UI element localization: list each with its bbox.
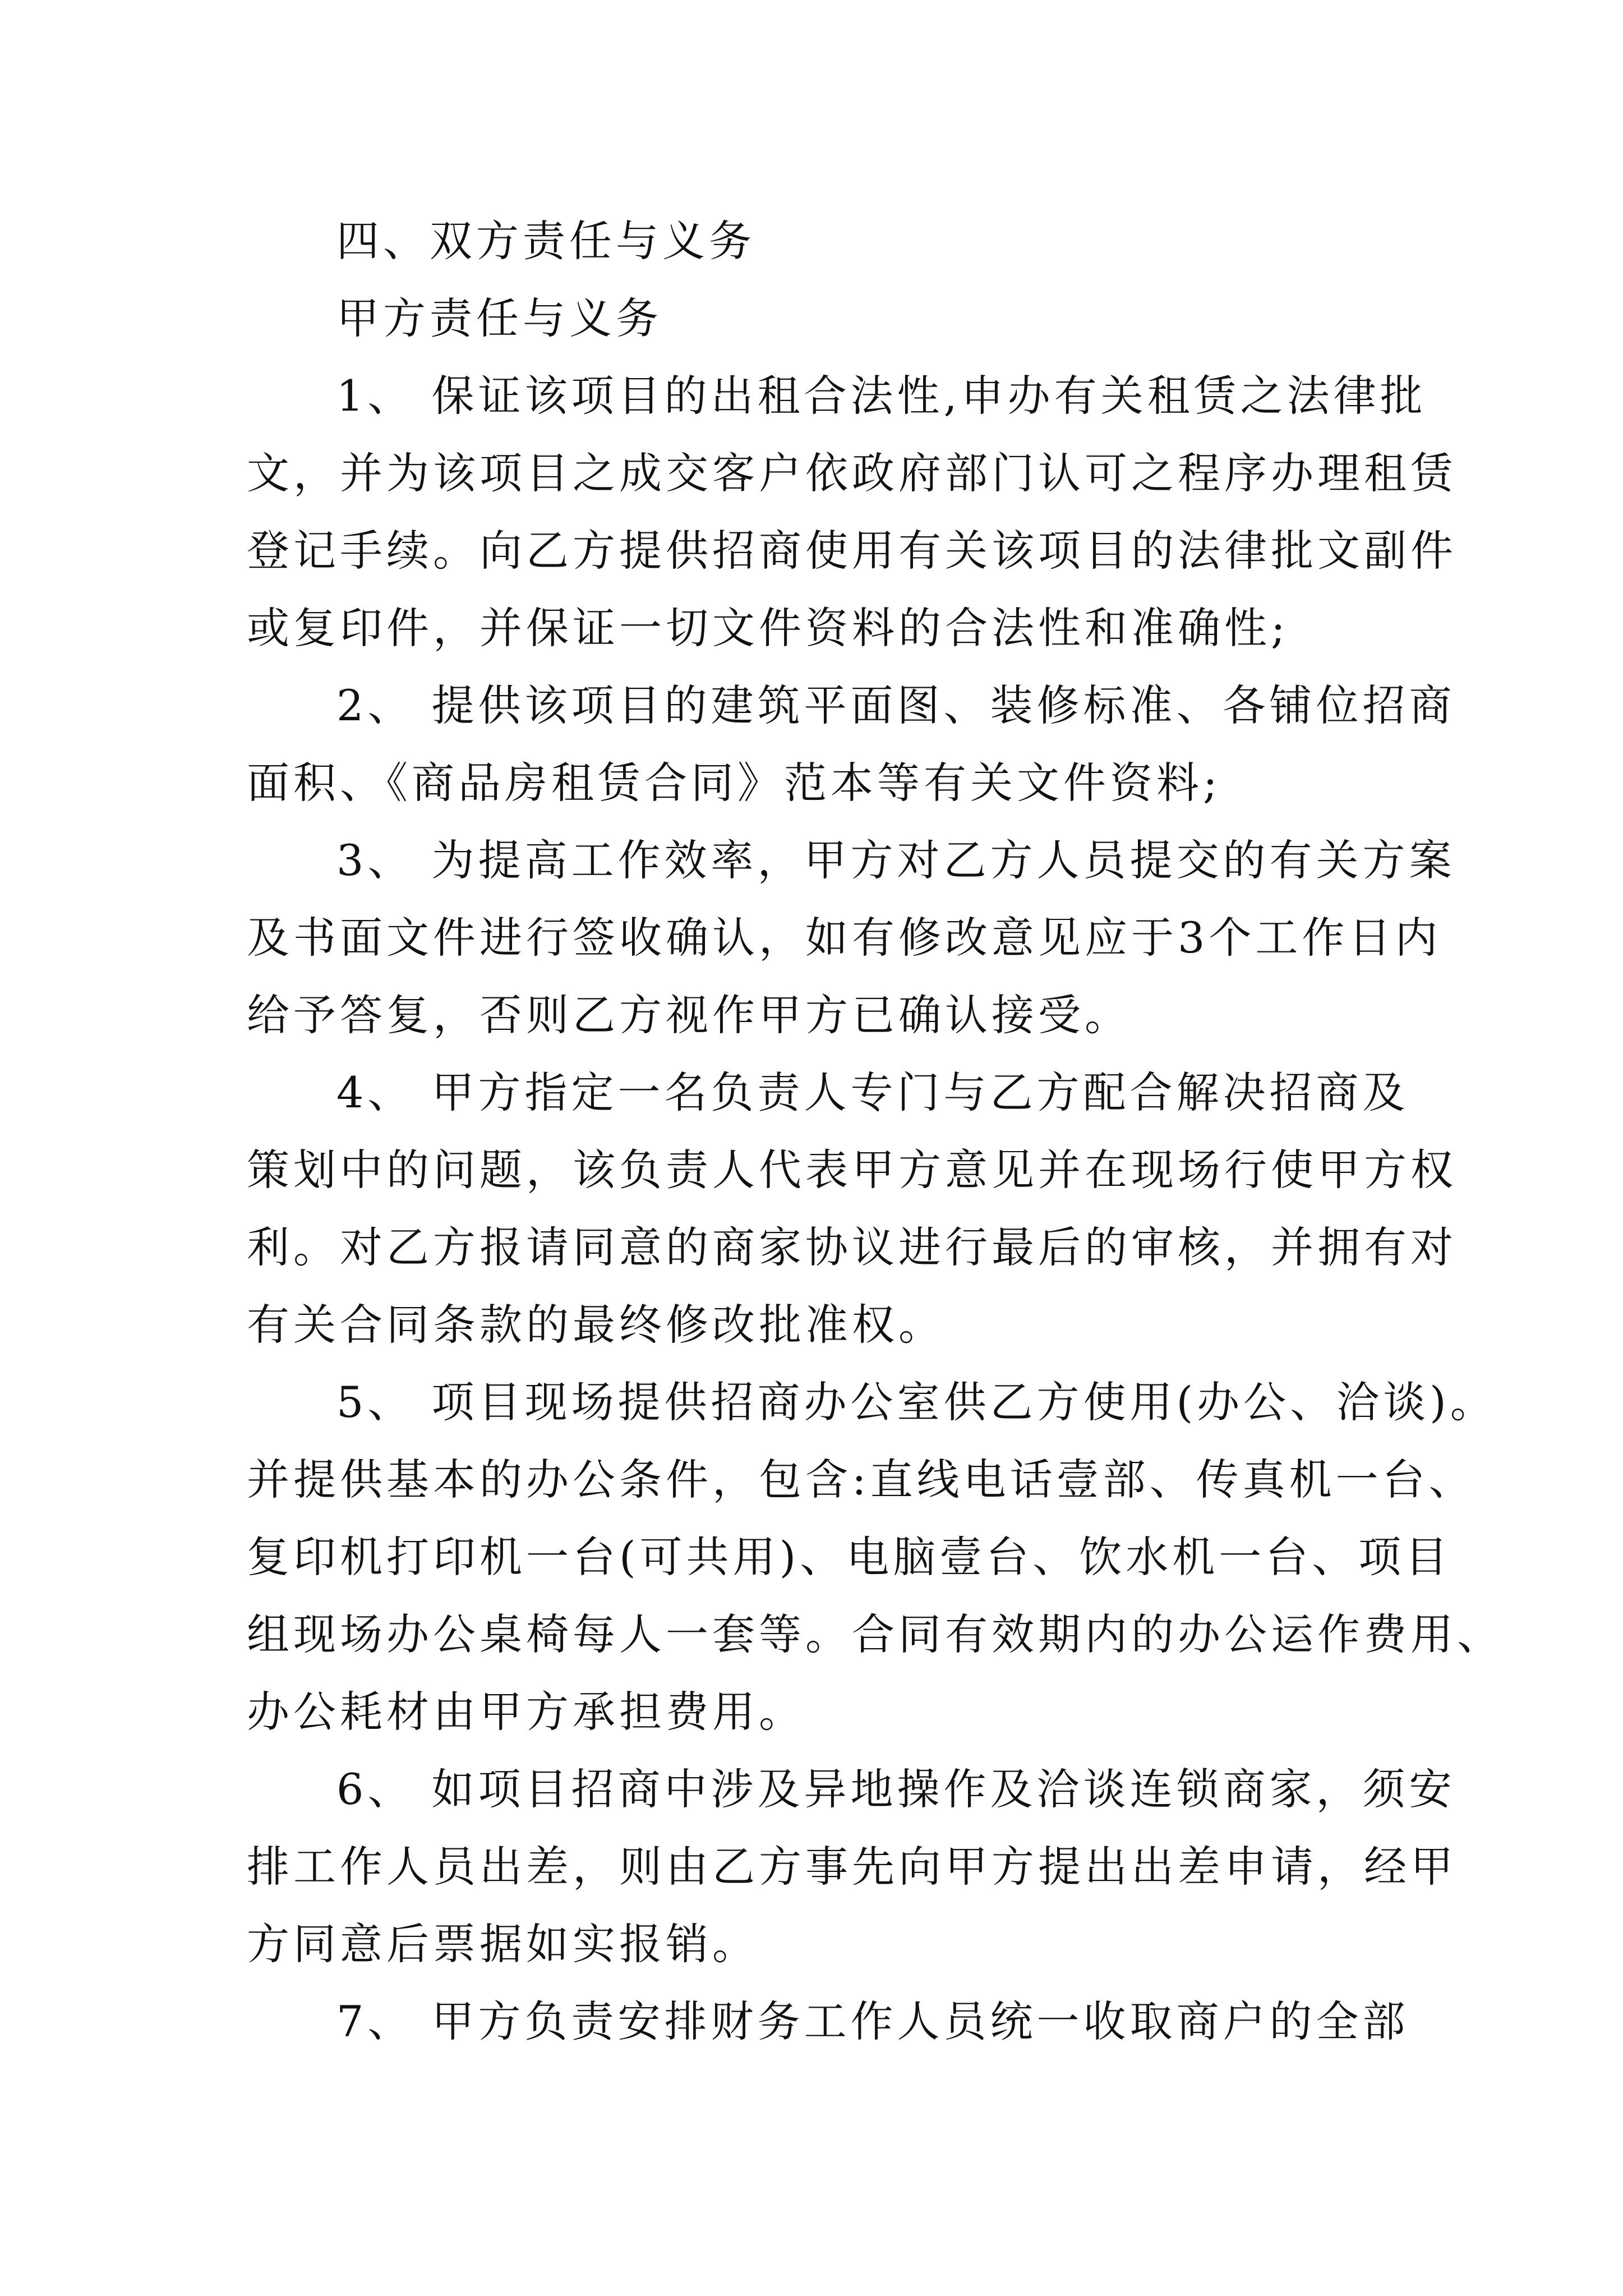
- paragraph-line: 6、 如项目招商中涉及异地操作及洽谈连锁商家，须安: [336, 1764, 1456, 1814]
- paragraph-line: 面积、《商品房租赁合同》范本等有关文件资料;: [247, 758, 1221, 808]
- paragraph-line: 登记手续。向乙方提供招商使用有关该项目的法律批文副件: [247, 526, 1457, 576]
- paragraph-line: 及书面文件进行签收确认，如有修改意见应于3个工作日内: [247, 913, 1442, 963]
- paragraph-line: 并提供基本的办公条件，包含:直线电话壹部、传真机一台、: [247, 1455, 1476, 1504]
- paragraph-line: 办公耗材由甲方承担费用。: [247, 1687, 805, 1737]
- paragraph-line: 7、 甲方负责安排财务工作人员统一收取商户的全部: [336, 1996, 1409, 2046]
- paragraph-line: 组现场办公桌椅每人一套等。合同有效期内的办公运作费用、: [247, 1609, 1504, 1659]
- subsection-heading: 甲方责任与义务: [336, 293, 662, 343]
- section-heading: 四、双方责任与义务: [336, 216, 755, 266]
- paragraph-line: 1、 保证该项目的出租合法性,申办有关租赁之法律批: [336, 371, 1427, 421]
- paragraph-line: 利。对乙方报请同意的商家协议进行最后的审核，并拥有对: [247, 1222, 1457, 1272]
- paragraph-line: 复印机打印机一台(可共用)、电脑壹台、饮水机一台、项目: [247, 1532, 1452, 1582]
- paragraph-line: 有关合同条款的最终修改批准权。: [247, 1300, 945, 1350]
- paragraph-line: 4、 甲方指定一名负责人专门与乙方配合解决招商及: [336, 1068, 1409, 1117]
- paragraph-line: 给予答复，否则乙方视作甲方已确认接受。: [247, 990, 1131, 1040]
- paragraph-line: 策划中的问题，该负责人代表甲方意见并在现场行使甲方权: [247, 1145, 1457, 1195]
- paragraph-line: 文，并为该项目之成交客户依政府部门认可之程序办理租赁: [247, 448, 1457, 498]
- paragraph-line: 5、 项目现场提供招商办公室供乙方使用(办公、洽谈)。: [336, 1377, 1497, 1427]
- paragraph-line: 或复印件，并保证一切文件资料的合法性和准确性;: [247, 603, 1289, 653]
- paragraph-line: 3、 为提高工作效率，甲方对乙方人员提交的有关方案: [336, 835, 1456, 885]
- paragraph-line: 2、 提供该项目的建筑平面图、装修标准、各铺位招商: [336, 680, 1456, 730]
- paragraph-line: 方同意后票据如实报销。: [247, 1919, 759, 1969]
- paragraph-line: 排工作人员出差，则由乙方事先向甲方提出出差申请，经甲: [247, 1842, 1457, 1892]
